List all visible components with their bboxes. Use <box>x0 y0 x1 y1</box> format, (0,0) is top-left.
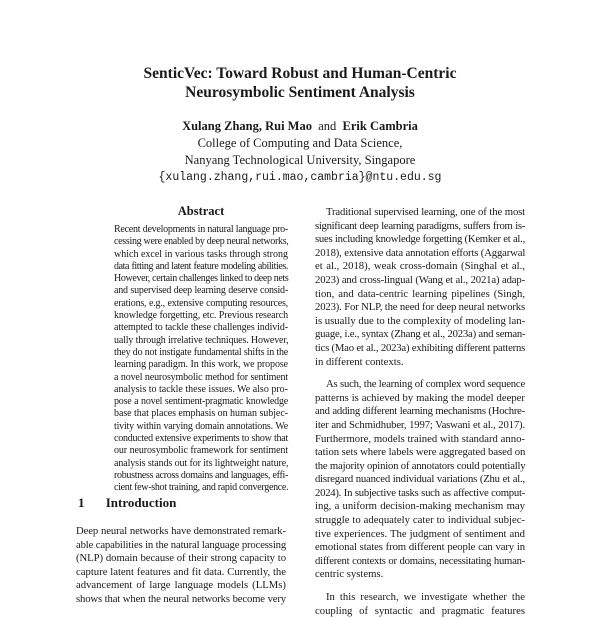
text-line: tion, and data-centric learning pipelines (Singh, <box>315 287 525 300</box>
text-line: 2018), extensive data annotation efforts (Aggarwal <box>315 246 526 259</box>
text-line: knowledge forgetting, etc. Previous research <box>114 310 288 322</box>
text-line: However, certain challenges linked to deep nets <box>114 273 289 285</box>
text-line: patterns is achieved by making the model deeper <box>315 391 525 404</box>
abstract-heading: Abstract <box>177 204 225 218</box>
text-line: disregard nuanced individual variations (Zhu et al., <box>315 473 525 486</box>
text-line: able capabilities in the natural language processing <box>76 538 287 551</box>
text-line: et al., 2018), weak cross-domain (Singhal et al., <box>315 260 525 273</box>
text-line: learning paradigm. In this work, we propose <box>114 359 288 371</box>
section-heading-introduction <box>78 495 176 510</box>
text-line: significant deep learning paradigms, suffers from is- <box>315 219 525 232</box>
paragraph <box>315 206 525 369</box>
abstract-body <box>114 224 288 495</box>
text-line: guage, i.e., syntax (Zhang et al., 2023a) and seman- <box>315 328 526 341</box>
text-line: Traditional supervised learning, one of the most <box>326 206 525 218</box>
text-line: cient few-shot training, and rapid convergence. <box>114 482 289 494</box>
text-line: data fitting and latent feature modeling abilities. <box>114 260 288 272</box>
text-line: which excel in various tasks through strong <box>114 248 288 260</box>
text-line: attempted to tackle these challenges individ- <box>114 322 288 334</box>
text-line: As such, the learning of complex word sequence <box>326 378 525 391</box>
text-line: conducted extensive experiments to show that <box>114 433 288 445</box>
text-line: coupling of syntactic and pragmatic features <box>315 604 525 617</box>
title-line-1: SenticVec: Toward Robust and Human-Centric <box>143 65 457 82</box>
text-line: 2023). For NLP, the need for deep neural networks <box>315 301 525 314</box>
text-line: Furthermore, models trained with standard anno- <box>315 432 525 445</box>
text-line: In this research, we investigate whether the <box>326 591 525 604</box>
text-line: they do not instigate fundamental shifts in the <box>114 346 288 358</box>
text-line: a novel neurosymbolic method for sentiment <box>114 371 288 383</box>
text-line: base that places emphasis on human subjec- <box>114 408 288 420</box>
section-title: Introduction <box>105 495 177 510</box>
text-line: different contexts or domains, necessitating human- <box>315 554 525 567</box>
text-line: is usually due to the complexity of modeling lan- <box>315 314 526 327</box>
text-line: and adding different learning mechanisms (Hochre- <box>315 405 525 418</box>
text-line: tation sets where labels were aggregated based on <box>315 446 526 459</box>
text-line: analysis to tackle these issues. We also pro- <box>114 383 288 395</box>
text-line: tive experiences. The judgment of sentiment and <box>315 527 525 540</box>
text-line: pose a novel sentiment-pragmatic knowledge <box>114 396 288 408</box>
paragraph <box>315 591 525 618</box>
text-line: Recent developments in natural language pro- <box>114 224 288 235</box>
section-number: 1 <box>78 495 85 510</box>
text-line: ually through irrelative techniques. However, <box>114 334 289 346</box>
text-line: and supervised deep learning deserve consid- <box>114 285 288 297</box>
text-line: sues including knowledge forgetting (Kemker et al., <box>315 233 525 246</box>
text-line: in different contexts. <box>315 355 404 368</box>
text-line: tivity within varying domain annotations. We <box>114 420 288 432</box>
text-line: 2024). In subjective tasks such as affective comput- <box>315 486 525 499</box>
text-line: advancement of large language models (LLMs) <box>76 579 286 592</box>
text-line: ing, a uniform decision-making mechanism may <box>315 500 525 513</box>
authors: Xulang Zhang, Rui Mao and Erik Cambria <box>182 119 418 133</box>
text-line: iter and Schmidhuber, 1997; Vaswani et al., 2017). <box>315 418 525 431</box>
text-line: robustness across domains and languages, effi- <box>114 469 288 481</box>
text-line: centric systems. <box>315 568 384 581</box>
text-line: our neurosymbolic framework for sentiment <box>114 445 288 457</box>
author-block <box>0 118 600 186</box>
text-line: Deep neural networks have demonstrated remark- <box>76 525 286 537</box>
text-line: emotional states from different people can vary in <box>315 541 525 554</box>
text-line: analysis stands out for its lightweight nature, <box>114 457 289 469</box>
paragraph <box>315 378 525 582</box>
title-line-2: Neurosymbolic Sentiment Analysis <box>185 84 415 101</box>
intro-left-column <box>76 525 286 607</box>
affiliation-line: College of Computing and Data Science, <box>197 136 403 150</box>
paper-title <box>0 64 600 102</box>
text-line: the majority opinion of annotators could potentially <box>315 459 526 472</box>
text-line: shows that when the neural networks become very <box>76 592 286 605</box>
author-email: {xulang.zhang,rui.mao,cambria}@ntu.edu.sg <box>158 171 442 184</box>
text-line: 2023) and cross-lingual (Wang et al., 2021a) adap- <box>315 273 525 286</box>
text-line: capture latent features and fit data. Currently, the <box>76 565 286 578</box>
text-line: (NLP) domain because of their strong capacity to <box>76 552 286 565</box>
intro-right-column <box>315 206 525 618</box>
text-line: struggle to adequately cater to individual subjec- <box>315 514 525 527</box>
affiliation-line: Nanyang Technological University, Singapore <box>184 153 416 167</box>
text-line: tics (Mao et al., 2023a) exhibiting different patterns <box>315 341 526 354</box>
text-line: cessing were enabled by deep neural networks, <box>114 236 289 248</box>
text-line: erations, e.g., extensive computing resources, <box>114 297 288 309</box>
